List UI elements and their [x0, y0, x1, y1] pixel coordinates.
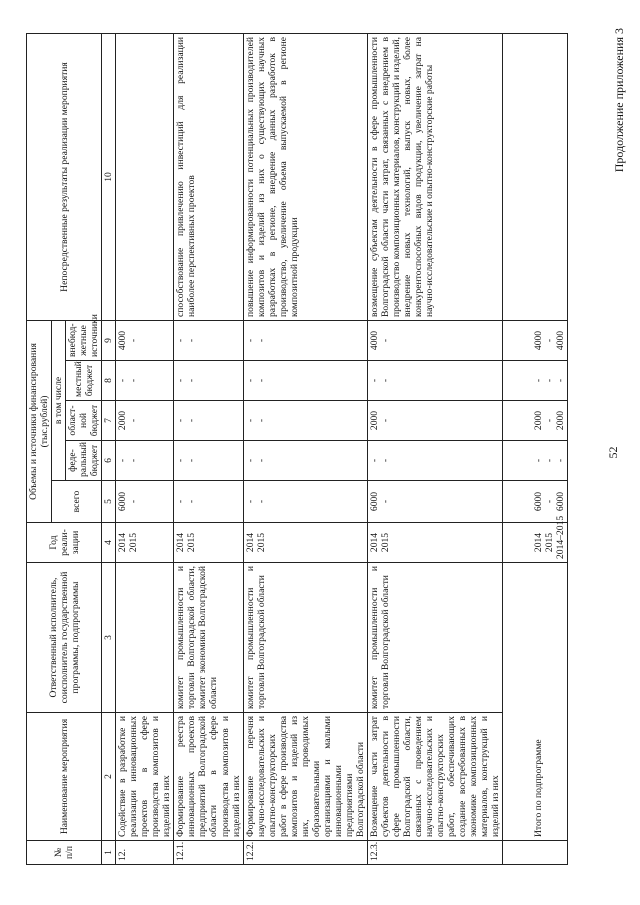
row-number: 12.3. [367, 841, 502, 865]
funding-value: 2000 [555, 410, 567, 431]
funding-value: 6000 [368, 491, 380, 512]
funding-value: - [533, 378, 545, 383]
funding-reg-cell [243, 401, 367, 441]
funding-loc-cell [243, 361, 367, 401]
header-including: в том числе [52, 320, 66, 480]
year-value: 2014 [368, 532, 380, 553]
funding-value: - [128, 378, 140, 383]
funding-value: - [244, 378, 256, 383]
funding-value: - [379, 499, 391, 504]
header-name: Наименование мероприятия [27, 713, 102, 841]
funding-value: 4000 [533, 330, 545, 351]
funding-value: - [128, 499, 140, 504]
total-result [503, 34, 568, 321]
funding-fed-cell [243, 441, 367, 481]
funding-value: - [186, 499, 198, 504]
measure-name: Содействие в разработке и реализации инновационных проектов в сфере производства композитов и изделий из них [116, 713, 174, 841]
column-number: 6 [102, 441, 116, 481]
year-value: 2015 [186, 532, 198, 553]
funding-value: - [544, 499, 556, 504]
program-table [26, 33, 568, 865]
funding-value: 2000 [117, 410, 129, 431]
funding-total-cell [243, 481, 367, 523]
result: повышение информированности потенциальных производителей композитов и изделий из них о существующих научных разработках в регионе, внедрение данных разработок в производство, увеличение объема выпускаемой в регионе композитной продукции [243, 34, 367, 321]
executor [116, 563, 174, 713]
header-year: Год реали-зации [27, 523, 102, 563]
year-value: 2015 [255, 532, 267, 553]
header-extrabudget: внебюд-жетные источники [66, 320, 102, 360]
funding-value: - [175, 338, 187, 343]
table-row [174, 34, 243, 865]
funding-value: - [117, 378, 129, 383]
total-ext-cell [503, 320, 568, 360]
funding-value: - [128, 458, 140, 463]
executor: комитет промышленности и торговли Волгоградской области [367, 563, 502, 713]
funding-value: - [544, 458, 556, 463]
column-number: 5 [102, 481, 116, 523]
total-row-number [503, 841, 568, 865]
funding-value: - [533, 458, 545, 463]
column-numbers-row [102, 34, 116, 865]
funding-value: - [186, 378, 198, 383]
executor: комитет промышленности и торговли Волгоградской области, комитет экономики Волгоградской области [174, 563, 243, 713]
funding-loc-cell [174, 361, 243, 401]
funding-value: 4000 [368, 330, 380, 351]
result [116, 34, 174, 321]
funding-value: 4000 [555, 330, 567, 351]
funding-value: - [175, 499, 187, 504]
year-value: 2014 [117, 532, 129, 553]
year-value: 2014–2015 [555, 515, 567, 559]
funding-value: - [255, 338, 267, 343]
funding-value: - [255, 378, 267, 383]
header-no: № п/п [27, 841, 102, 865]
table-row [367, 34, 502, 865]
funding-value: 2000 [368, 410, 380, 431]
years-cell [174, 523, 243, 563]
funding-value: - [379, 458, 391, 463]
header-funding: Объемы и источники финансирования (тыс.рублей) [27, 320, 52, 522]
table-row [243, 34, 367, 865]
funding-total-cell [116, 481, 174, 523]
funding-reg-cell [116, 401, 174, 441]
funding-value: - [175, 458, 187, 463]
column-number: 4 [102, 523, 116, 563]
funding-value: - [244, 458, 256, 463]
total-reg-cell [503, 401, 568, 441]
funding-value: - [368, 378, 380, 383]
header-regional: област-ной бюджет [66, 401, 102, 441]
funding-ext-cell [367, 320, 502, 360]
funding-ext-cell [243, 320, 367, 360]
total-years-cell [503, 515, 568, 563]
funding-value: - [244, 499, 256, 504]
funding-value: - [186, 418, 198, 423]
funding-value: - [379, 338, 391, 343]
funding-value: - [555, 458, 567, 463]
measure-name: Формирование реестра инновационных проектов предприятий Волгоградской области в сфере производства композитов и изделий из них [174, 713, 243, 841]
funding-value: - [186, 458, 198, 463]
funding-total-cell [367, 481, 502, 523]
funding-ext-cell [116, 320, 174, 360]
year-value: 2015 [544, 532, 556, 553]
funding-fed-cell [174, 441, 243, 481]
header-federal: феде-ральный бюджет [66, 441, 102, 481]
funding-value: - [244, 418, 256, 423]
continuation-note: Продолжение приложения 3 [612, 28, 626, 173]
funding-value: 6000 [555, 491, 567, 512]
funding-value: 6000 [117, 491, 129, 512]
funding-value: - [117, 458, 129, 463]
column-number: 9 [102, 320, 116, 360]
table-body [116, 34, 568, 865]
funding-value: - [128, 418, 140, 423]
years-cell [116, 523, 174, 563]
funding-value: - [255, 418, 267, 423]
total-label: Итого по подпрограмме [503, 563, 568, 841]
funding-reg-cell [367, 401, 502, 441]
funding-fed-cell [116, 441, 174, 481]
funding-value: - [368, 458, 380, 463]
year-value: 2014 [244, 532, 256, 553]
header-executor: Ответственный исполнитель, соисполнитель государственной программы, подпрограммы [27, 563, 102, 713]
funding-value: - [186, 338, 198, 343]
funding-value: - [544, 338, 556, 343]
funding-value: - [255, 499, 267, 504]
total-row [503, 34, 568, 865]
measure-name: Возмещение части затрат субъектов деятельности в сфере промышленности Волгоградской области, связанных с проведением научно-исследовательских и опытно-конструкторских работ, обеспечивающих создание востребованных в экономике композиционных материалов, конструкций и изделий из них [367, 713, 502, 841]
funding-value: - [544, 378, 556, 383]
header-total: всего [52, 481, 102, 523]
years-cell [367, 523, 502, 563]
funding-loc-cell [367, 361, 502, 401]
funding-value: - [555, 378, 567, 383]
year-value: 2015 [379, 532, 391, 553]
column-number: 3 [102, 563, 116, 713]
funding-value: 6000 [533, 491, 545, 512]
row-number: 12.2. [243, 841, 367, 865]
funding-reg-cell [174, 401, 243, 441]
row-number: 12.1. [174, 841, 243, 865]
funding-value: - [255, 458, 267, 463]
executor: комитет промышленности и торговли Волгоградской области [243, 563, 367, 713]
funding-value: - [175, 378, 187, 383]
column-number: 8 [102, 361, 116, 401]
row-number: 12. [116, 841, 174, 865]
funding-fed-cell [367, 441, 502, 481]
funding-value: 2000 [533, 410, 545, 431]
year-value: 2014 [175, 532, 187, 553]
header-result: Непосредственные результаты реализации мероприятия [27, 34, 102, 321]
table-row [116, 34, 174, 865]
column-number: 7 [102, 401, 116, 441]
column-number: 2 [102, 713, 116, 841]
funding-value: - [379, 418, 391, 423]
year-value: 2014 [533, 532, 545, 553]
funding-value: - [244, 338, 256, 343]
total-fed-cell [503, 441, 568, 481]
total-loc-cell [503, 361, 568, 401]
column-number: 1 [102, 841, 116, 865]
result: возмещение субъектам деятельности в сфере промышленности Волгоградской области части затрат, связанных с внедрением в производство композиционных материалов, конструкций и изделий, внедрение новых технологий, выпуск новых, более конкурентоспособных видов продукции, увеличение затрат на научно-исследовательские и опытно-конструкторские работы [367, 34, 502, 321]
header-local: местный бюджет [66, 361, 102, 401]
funding-value: - [175, 418, 187, 423]
funding-value: - [544, 418, 556, 423]
page-number: 52 [606, 446, 620, 459]
years-cell [243, 523, 367, 563]
funding-value: - [379, 378, 391, 383]
year-value: 2015 [128, 532, 140, 553]
funding-loc-cell [116, 361, 174, 401]
measure-name: Формирование перечня научно-исследовательских и опытно-конструкторских работ в сфере производства композитов и изделий из них, проводимых образовательными организациями и малыми инновационными предприятиями Волгоградской области [243, 713, 367, 841]
funding-value: 4000 [117, 330, 129, 351]
funding-total-cell [174, 481, 243, 523]
funding-value: - [128, 338, 140, 343]
result: способствование привлечению инвестиций для реализации наиболее перспективных проектов [174, 34, 243, 321]
funding-ext-cell [174, 320, 243, 360]
column-number: 10 [102, 34, 116, 321]
